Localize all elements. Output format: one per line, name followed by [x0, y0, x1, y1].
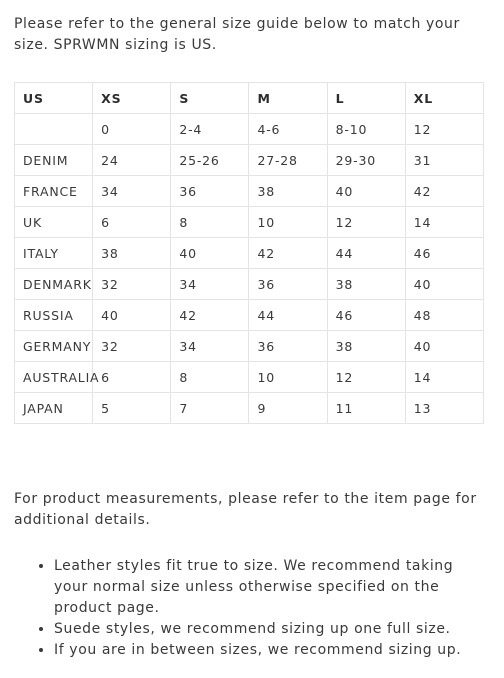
size-cell: 10 — [249, 207, 327, 238]
region-cell: ITALY — [15, 238, 93, 269]
size-cell: 4-6 — [249, 114, 327, 145]
size-chart-table — [14, 82, 484, 424]
size-cell: 31 — [405, 145, 483, 176]
size-cell: 13 — [405, 393, 483, 424]
size-cell: 25-26 — [171, 145, 249, 176]
size-cell: 40 — [93, 300, 171, 331]
region-cell: UK — [15, 207, 93, 238]
list-item: • If you are in between sizes, we recommend sizing up. — [54, 640, 490, 661]
size-cell: 40 — [405, 269, 483, 300]
size-cell: 8-10 — [327, 114, 405, 145]
header-cell-us: US — [15, 83, 93, 114]
size-cell: 32 — [93, 331, 171, 362]
header-cell-xl: XL — [405, 83, 483, 114]
size-cell: 8 — [171, 207, 249, 238]
size-cell: 11 — [327, 393, 405, 424]
size-cell: 40 — [171, 238, 249, 269]
size-cell: 44 — [249, 300, 327, 331]
region-cell: AUSTRALIA — [15, 362, 93, 393]
size-cell: 38 — [327, 269, 405, 300]
table-row — [15, 362, 484, 393]
region-cell: FRANCE — [15, 176, 93, 207]
size-cell: 46 — [405, 238, 483, 269]
region-cell: GERMANY — [15, 331, 93, 362]
size-cell: 42 — [171, 300, 249, 331]
region-cell: DENMARK — [15, 269, 93, 300]
size-cell: 29-30 — [327, 145, 405, 176]
header-cell-l: L — [327, 83, 405, 114]
table-row — [15, 300, 484, 331]
table-row — [15, 176, 484, 207]
size-cell: 40 — [327, 176, 405, 207]
size-cell: 40 — [405, 331, 483, 362]
size-cell: 38 — [93, 238, 171, 269]
size-cell: 12 — [405, 114, 483, 145]
size-guide-intro: Please refer to the general size guide below to match your size. SPRWMN sizing is US. — [14, 16, 460, 53]
size-cell: 38 — [327, 331, 405, 362]
region-cell — [15, 114, 93, 145]
size-cell: 27-28 — [249, 145, 327, 176]
size-cell: 36 — [249, 269, 327, 300]
table-row — [15, 393, 484, 424]
measurements-note: For product measurements, please refer to the item page for additional details. — [14, 491, 477, 528]
size-cell: 5 — [93, 393, 171, 424]
region-cell: JAPAN — [15, 393, 93, 424]
size-cell: 6 — [93, 207, 171, 238]
table-row — [15, 114, 484, 145]
size-cell: 36 — [171, 176, 249, 207]
size-cell: 6 — [93, 362, 171, 393]
size-cell: 38 — [249, 176, 327, 207]
size-cell: 48 — [405, 300, 483, 331]
size-cell: 46 — [327, 300, 405, 331]
fit-tips-list — [14, 556, 490, 661]
list-item: • Leather styles fit true to size. We recommend taking your normal size unless otherwise specified on the product page. — [54, 556, 490, 619]
header-cell-s: S — [171, 83, 249, 114]
header-cell-xs: XS — [93, 83, 171, 114]
region-cell: RUSSIA — [15, 300, 93, 331]
size-cell: 32 — [93, 269, 171, 300]
region-cell: DENIM — [15, 145, 93, 176]
table-row — [15, 331, 484, 362]
list-item: • Suede styles, we recommend sizing up one full size. — [54, 619, 490, 640]
size-cell: 0 — [93, 114, 171, 145]
size-cell: 14 — [405, 362, 483, 393]
size-cell: 44 — [327, 238, 405, 269]
size-cell: 7 — [171, 393, 249, 424]
size-cell: 12 — [327, 207, 405, 238]
table-row — [15, 238, 484, 269]
size-chart-body — [15, 114, 484, 424]
size-cell: 24 — [93, 145, 171, 176]
table-row — [15, 269, 484, 300]
size-cell: 34 — [171, 331, 249, 362]
size-cell: 34 — [171, 269, 249, 300]
size-cell: 14 — [405, 207, 483, 238]
size-cell: 10 — [249, 362, 327, 393]
size-cell: 42 — [405, 176, 483, 207]
table-row — [15, 145, 484, 176]
size-cell: 36 — [249, 331, 327, 362]
header-cell-m: M — [249, 83, 327, 114]
size-cell: 2-4 — [171, 114, 249, 145]
table-row — [15, 207, 484, 238]
size-cell: 42 — [249, 238, 327, 269]
size-cell: 9 — [249, 393, 327, 424]
size-cell: 8 — [171, 362, 249, 393]
size-cell: 34 — [93, 176, 171, 207]
size-cell: 12 — [327, 362, 405, 393]
table-header-row — [15, 83, 484, 114]
